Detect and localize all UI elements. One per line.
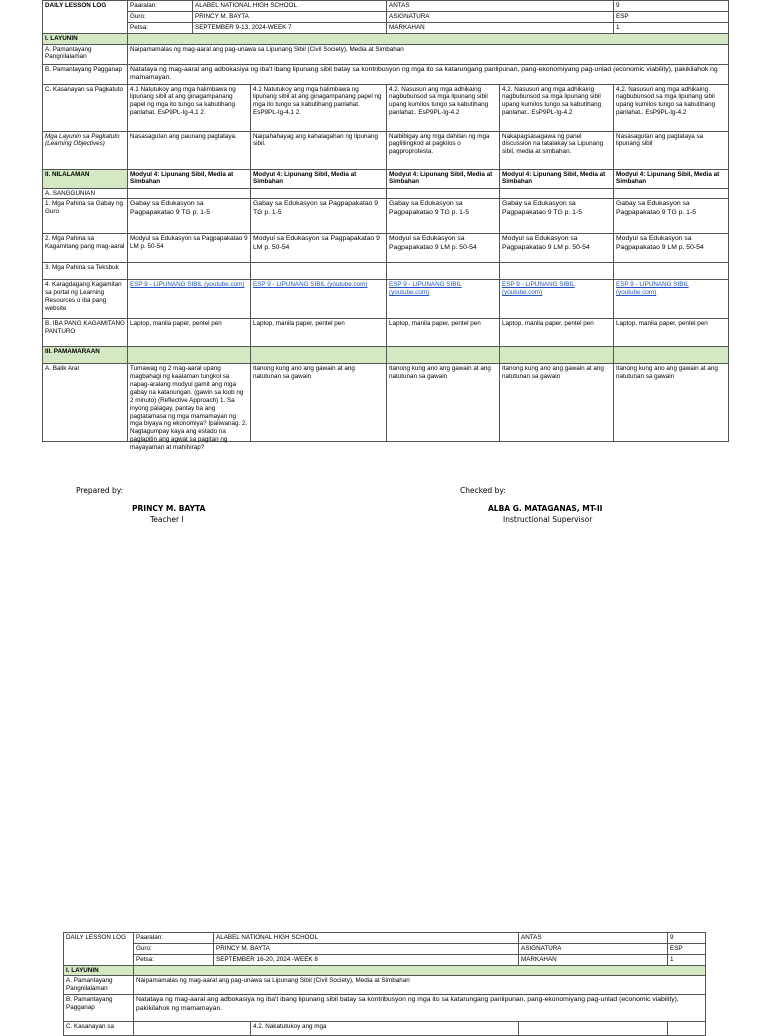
- balik-aral-cell: Itanong kung ano ang gawain at ang natutunan sa gawain: [614, 364, 729, 442]
- iba-pang-cell: Laptop, manila paper, pentel pen: [251, 319, 387, 347]
- row-label-kagamitang: 2. Mga Pahina sa Kagamitang pang mag-aaral: [43, 234, 128, 263]
- grade-value: 9: [668, 933, 706, 944]
- kasanayan-cell: 4.2. Nakatutukoy ang mga: [251, 1022, 519, 1036]
- gabay-cell: Gabay sa Edukasyon sa Pagpapakatao 9 TG p. 1-5: [387, 199, 500, 234]
- row-label-iba-pang: B. IBA PANG KAGAMITANG PANTURO: [43, 319, 128, 347]
- school-value: ALABEL NATIONAL HIGH SCHOOL: [214, 933, 519, 944]
- youtube-link[interactable]: ESP 9 - LIPUNANG SIBIL (youtube.com): [616, 281, 689, 297]
- lesson-log-table-week7: [42, 0, 729, 452]
- mga-layunin-cell: Naibibigay ang mga dahilan ng mga pagliliingkod at pagkilos o pagproprotesta.: [387, 131, 500, 169]
- prepared-by-name: PRINCY M. BAYTA: [132, 504, 206, 513]
- school-label: Paaralan:: [134, 933, 214, 944]
- youtube-link[interactable]: ESP 9 - LIPUNANG SIBIL (youtube.com): [130, 281, 245, 289]
- section-pamamaraan: III. PAMAMARAAN: [43, 347, 128, 364]
- row-label-teksbuk: 3. Mga Pahina sa Teksbuk: [43, 263, 128, 280]
- kagamitang-cell: Modyul sa Edukasyon sa Pagpapakatao 9 LM p. 50-54: [128, 234, 251, 263]
- row-label-pagganap: B. Pamantayang Pagganap: [64, 995, 134, 1022]
- nilalaman-cell: Modyul 4: Lipunang Sibil, Media at Simbahan: [614, 169, 729, 188]
- row-label-balik-aral: A. Balik Aral: [43, 364, 128, 442]
- pangnilalaman-value: Naipamamalas ng mag-aaral ang pag-unawa sa Lipunang Sibil (Civil Society), Media at Simbahan: [134, 976, 706, 995]
- section-layunin: I. LAYUNIN: [43, 33, 128, 44]
- subject-label: ASIGNATURA: [387, 12, 614, 23]
- kasanayan-cell: 4.2. Nasusuri ang mga adhikaing nagbubunsod sa mga lipunang sibil upang kumilos tungo sa kabutihang panlahat.. EsP9PL-Ig-4.2: [614, 84, 729, 131]
- kagamitang-cell: Modyul sa Edukasyon sa Pagpapakatao 9 LM p. 50-54: [500, 234, 614, 263]
- subject-value: ESP: [614, 12, 729, 23]
- row-label-gabay: 1. Mga Pahina sa Gabay ng Guro: [43, 199, 128, 234]
- prepared-by-title: Teacher I: [150, 515, 184, 524]
- teacher-label: Guro:: [134, 943, 214, 954]
- gabay-cell: Gabay sa Edukasyon sa Pagpapakatao 9 TG p. 1-5: [128, 199, 251, 234]
- school-label: Paaralan:: [128, 1, 193, 12]
- grade-label: ANTAS: [387, 1, 614, 12]
- checked-by-name: ALBA G. MATAGANAS, MT-II: [488, 504, 603, 513]
- prepared-by-label: Prepared by:: [76, 486, 124, 495]
- row-label-karagdagang: 4. Karagdagang Kagamitan sa portal ng Learning Resources o iba pang website: [43, 280, 128, 319]
- teacher-value: PRINCY M. BAYTA: [214, 943, 519, 954]
- lesson-log-table-week8: [63, 932, 706, 1036]
- mga-layunin-cell: Nasasagutan ang pagtataya sa lipunang sibil: [614, 131, 729, 169]
- date-value: SEPTEMBER 9-13, 2024-WEEK 7: [193, 22, 387, 33]
- nilalaman-cell: Modyul 4: Lipunang Sibil, Media at Simbahan: [387, 169, 500, 188]
- quarter-value: 1: [668, 954, 706, 965]
- date-value: SEPTEMBER 16-20, 2024 -WEEK 8: [214, 954, 519, 965]
- quarter-value: 1: [614, 22, 729, 33]
- quarter-label: MARKAHAN: [387, 22, 614, 33]
- pangnilalaman-value: Naipamamalas ng mag-aaral ang pag-unawa sa Lipunang Sibil (Civil Society), Media at Simbahan: [128, 44, 729, 64]
- mga-layunin-cell: Nasasagutan ang paunang pagtataya.: [128, 131, 251, 169]
- date-label: Petsa:: [134, 954, 214, 965]
- nilalaman-cell: Modyul 4: Lipunang Sibil, Media at Simbahan: [500, 169, 614, 188]
- checked-by-label: Checked by:: [460, 486, 506, 495]
- nilalaman-cell: Modyul 4: Lipunang Sibil, Media at Simbahan: [251, 169, 387, 188]
- signature-block: [0, 486, 768, 526]
- teacher-label: Guro:: [128, 12, 193, 23]
- subject-value: ESP: [668, 943, 706, 954]
- row-label-kasanayan: C. Kasanayan sa: [64, 1022, 134, 1036]
- subject-label: ASIGNATURA: [519, 943, 668, 954]
- row-label-pangnilalaman: A. Pamantayang Pangnilalaman: [64, 976, 134, 995]
- kasanayan-cell: 4.2. Nasusuri ang mga adhikaing nagbubunsod sa mga lipunang sibil upang kumilos tungo sa kabutihang panlahat.. EsP9PL-Ig-4.2: [500, 84, 614, 131]
- kagamitang-cell: Modyul sa Edukasyon sa Pagpapakatao 9 LM p. 50-54: [387, 234, 500, 263]
- kasanayan-cell: 4.1 Natutukoy ang mga halimbawa ng lipunang sibil at ang ginagampanang papel ng mga ito tungo sa kabutihang panlahat. EsP9PL-Ig-4.1 2.: [251, 84, 387, 131]
- nilalaman-cell: Modyul 4: Lipunang Sibil, Media at Simbahan: [128, 169, 251, 188]
- iba-pang-cell: Laptop, manila paper, pentel pen: [500, 319, 614, 347]
- kagamitang-cell: Modyul sa Edukasyon sa Pagpapakatao 9 LM p. 50-54: [251, 234, 387, 263]
- gabay-cell: Gabay sa Edukasyon sa Pagpapakatao 9 TG p. 1-5: [614, 199, 729, 234]
- row-label-mga-layunin: Mga Layunin sa Pagkatuto (Learning Objectives): [43, 131, 128, 169]
- checked-by-title: Instructional Supervisor: [503, 515, 593, 524]
- row-label-pangnilalaman: A. Pamantayang Pangnilalaman: [43, 44, 128, 64]
- youtube-link[interactable]: ESP 9 - LIPUNANG SIBIL (youtube.com): [389, 281, 462, 297]
- pagganap-value: Natataya ng mag-aaral ang adbokasiya ng iba't ibang lipunang sibil batay sa kontribusyon ng mga ito sa katarungang panlipunan, pang-ekonomiyang pag-unlad (economic viability), pakikilahok ng mamamayan.: [128, 64, 729, 84]
- grade-value: 9: [614, 1, 729, 12]
- grade-label: ANTAS: [519, 933, 668, 944]
- iba-pang-cell: Laptop, manila paper, pentel pen: [128, 319, 251, 347]
- date-label: Petsa:: [128, 22, 193, 33]
- youtube-link[interactable]: ESP 9 - LIPUNANG SIBIL (youtube.com): [502, 281, 575, 297]
- row-label-kasanayan: C. Kasanayan sa Pagkatuto: [43, 84, 128, 131]
- kagamitang-cell: Modyul sa Edukasyon sa Pagpapakatao 9 LM p. 50-54: [614, 234, 729, 263]
- kasanayan-cell: 4.2. Nasusuri ang mga adhikaing nagbubunsod sa mga lipunang sibil upang kumilos tungo sa kabutihang panlahat.. EsP9PL-Ig-4.2: [387, 84, 500, 131]
- section-layunin: I. LAYUNIN: [64, 965, 134, 976]
- iba-pang-cell: Laptop, manila paper, pentel pen: [387, 319, 500, 347]
- pagganap-value: Natataya ng mag-aaral ang adbokasiya ng iba't ibang lipunang sibil batay sa kontribusyon ng mga ito sa katarungang panlipunan, pang-ekonomiyang pag-unlad (economic viability), pakikilahok ng mamamayan.: [134, 995, 706, 1022]
- school-value: ALABEL NATIONAL HIGH SCHOOL: [193, 1, 387, 12]
- header-title: DAILY LESSON LOG: [43, 1, 128, 34]
- teacher-value: PRINCY M. BAYTA: [193, 12, 387, 23]
- gabay-cell: Gabay sa Edukasyon sa Pagpapakatao 9 TG p. 1-5: [500, 199, 614, 234]
- gabay-cell: Gabay sa Edukasyon sa Pagpapakatao 9 TG p. 1-5: [251, 199, 387, 234]
- row-label-pagganap: B. Pamantayang Pagganap: [43, 64, 128, 84]
- section-nilalaman: II. NILALAMAN: [43, 169, 128, 188]
- mga-layunin-cell: Naipahahayag ang kahalagahan ng lipunang sibil.: [251, 131, 387, 169]
- iba-pang-cell: Laptop, manila paper, pentel pen: [614, 319, 729, 347]
- youtube-link[interactable]: ESP 9 - LIPUNANG SIBIL (youtube.com): [253, 281, 368, 289]
- mga-layunin-cell: Nakapagsasagawa ng panel discussion na tatalakay sa Lipunang sibil, media at simbahan.: [500, 131, 614, 169]
- balik-aral-cell: Itanong kung ano ang gawain at ang natutunan sa gawain: [500, 364, 614, 442]
- section-sanggunian: A. SANGGUNIAN: [43, 188, 128, 199]
- balik-aral-cell: Itanong kung ano ang gawain at ang natutunan sa gawain: [251, 364, 387, 442]
- quarter-label: MARKAHAN: [519, 954, 668, 965]
- header-title: DAILY LESSON LOG: [64, 933, 134, 966]
- balik-aral-cell: Tumawag ng 2 mag-aaral upang magbahagi ng kaalaman tungkol sa napag-aralang modyul gamit ang mga gabay na katanungan. (gawin sa loob ng 2 minuto) (Reflective Approach) 1. Sa inyong palagay, pantay ba ang pagtatamasa ng mga mamamayan ng mga biyaya ng ekonomiya? Ipaliwanag. 2. Nagtagumpay kaya ang estado na paglapitin ang agwat sa pagitan ng mayayaman at mahihirap?: [130, 365, 248, 452]
- kasanayan-cell: 4.1 Natutukoy ang mga halimbawa ng lipunang sibil at ang ginagampanang papel ng mga ito tungo sa kabutihang panlahat. EsP9PL-Ig-4.1 2.: [128, 84, 251, 131]
- balik-aral-cell: Itanong kung ano ang gawain at ang natutunan sa gawain: [387, 364, 500, 442]
